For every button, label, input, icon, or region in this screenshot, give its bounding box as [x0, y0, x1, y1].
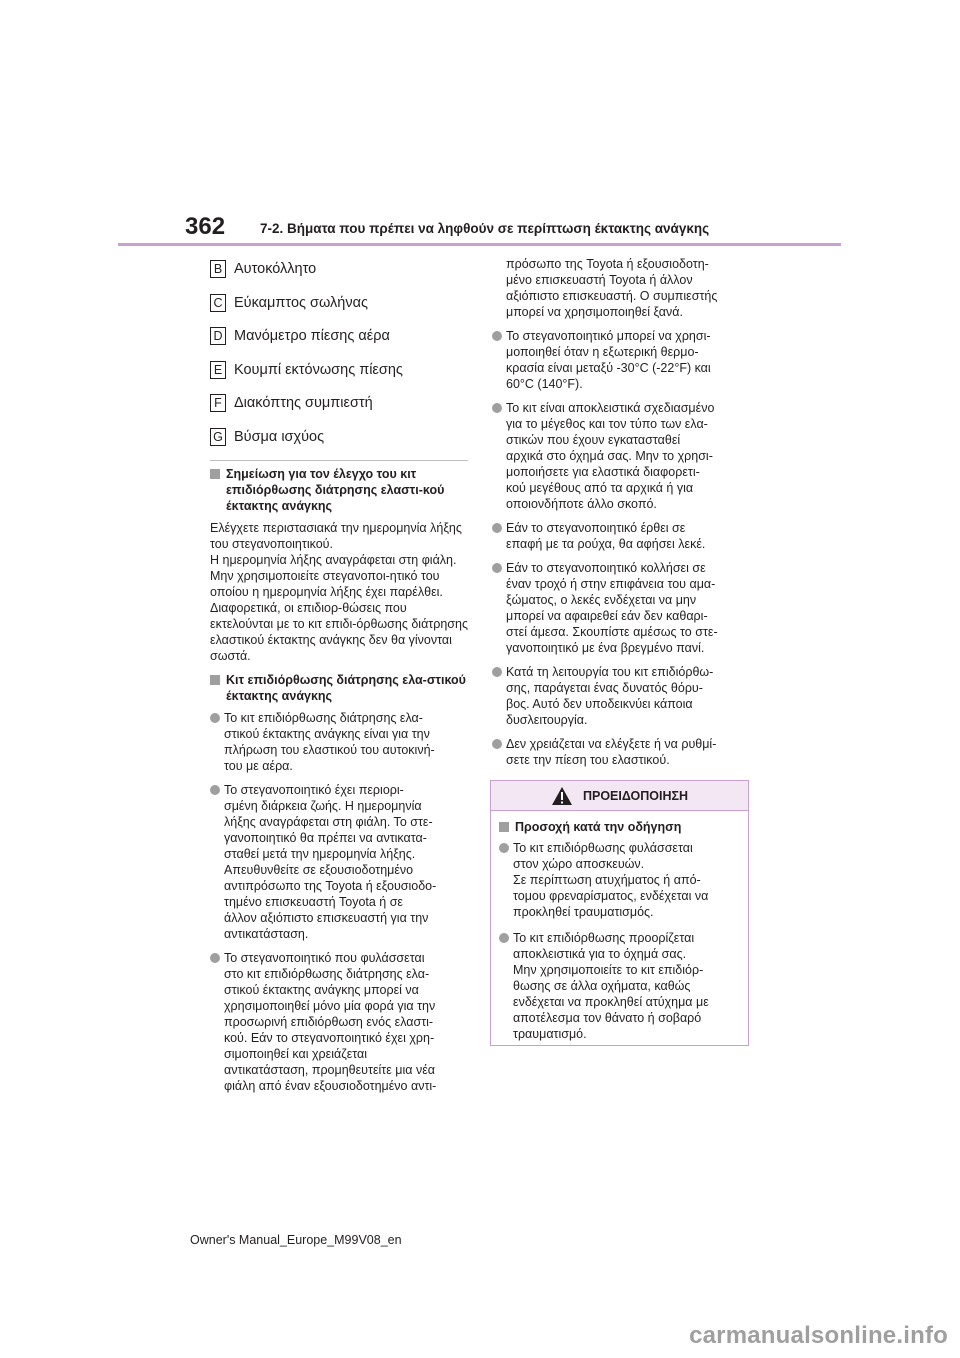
legend-label: Εύκαμπτος σωλήνας: [234, 294, 368, 311]
legend-item: [210, 359, 468, 381]
watermark: carmanualsonline.info: [689, 1322, 948, 1349]
legend-label: Μανόμετρο πίεσης αέρα: [234, 328, 390, 345]
section-heading: [210, 672, 468, 704]
circle-bullet-icon: [210, 785, 220, 795]
warning-triangle-icon: [551, 786, 573, 806]
circle-bullet-icon: [492, 739, 502, 749]
section-body-text: Ελέγχετε περιστασιακά την ημερομηνία λήξης του στεγανοποιητικού. Η ημερομηνία λήξης αναγράφεται στη φιάλη. Μην χρησιμοποιείτε στεγανοποι-ητικό του οποίου η ημερομηνία λήξης έχει παρέλθει. Διαφορετικά, οι επιδιορ-θώσεις που εκτελούνται με το κιτ επιδι-όρθωσης διάτρησης ελαστικού έκτακτης ανάγκης δεν θα γίνονται σωστά.: [210, 520, 469, 663]
legend-item: [210, 258, 468, 280]
bullet-text: Δεν χρειάζεται να ελέγξετε ή να ρυθμί- σετε την πίεση του ελαστικού.: [506, 737, 717, 767]
legend-label: Αυτοκόλλητο: [234, 261, 317, 277]
legend-item: [210, 325, 468, 347]
legend-letter: F: [210, 394, 226, 412]
warning-header: [491, 781, 748, 811]
bullet-item: [492, 328, 752, 392]
section-title: 7-2. Βήματα που πρέπει να ληφθούν σε περίπτωση έκτακτης ανάγκης: [260, 221, 710, 236]
legend-label: Βύσμα ισχύος: [234, 428, 325, 445]
legend-label: Κουμπί εκτόνωσης πίεσης: [234, 361, 403, 378]
warning-body: [491, 811, 748, 1042]
bullet-item: [499, 840, 740, 920]
section-heading-text: Κιτ επιδιόρθωσης διάτρησης ελα-στικού έκτακτης ανάγκης: [226, 672, 466, 703]
square-bullet-icon: [210, 675, 220, 685]
legend-label: Διακόπτης συμπιεστή: [234, 395, 373, 412]
circle-bullet-icon: [492, 667, 502, 677]
bullet-item: [492, 560, 752, 656]
circle-bullet-icon: [499, 843, 509, 853]
legend-item: [210, 292, 468, 314]
circle-bullet-icon: [492, 563, 502, 573]
warning-title: ΠΡΟΕΙΔΟΠΟΙΗΣΗ: [582, 788, 689, 803]
legend-letter: D: [210, 327, 226, 345]
legend-letter: E: [210, 361, 226, 379]
right-column: [492, 256, 752, 776]
bullet-text: Το στεγανοποιητικό έχει περιορι- σμένη διάρκεια ζωής. Η ημερομηνία λήξης αναγράφεται στη φιάλη. Το στε- γανοποιητικό θα πρέπει να αντικατα- σταθεί μετά την ημερομηνία λήξης. Απευθυνθείτε σε εξουσιοδοτημένο αντιπρόσωπο της Toyota ή εξουσιοδο- τημένο επισκευαστή Toyota ή σε άλλον αξιόπιστο επισκευαστή για την αντικατάσταση.: [224, 782, 437, 941]
circle-bullet-icon: [499, 933, 509, 943]
bullet-item: [499, 930, 740, 1042]
bullet-item: [492, 520, 752, 552]
legend-item: [210, 426, 468, 448]
warning-box: [490, 780, 749, 1046]
bullet-text: Το στεγανοποιητικό μπορεί να χρησι- μοποιηθεί όταν η εξωτερική θερμο- κρασία είναι μεταξύ -30°C (-22°F) και 60°C (140°F).: [506, 329, 711, 391]
legend-letter: B: [210, 260, 226, 278]
warning-subheading-text: Προσοχή κατά την οδήγηση: [515, 820, 682, 834]
bullet-text: Το κιτ επιδιόρθωσης φυλάσσεται στον χώρο αποσκευών. Σε περίπτωση ατυχήματος ή από- τομου φρεναρίσματος, ενδέχεται να προκληθεί τραυματισμός.: [513, 841, 709, 919]
circle-bullet-icon: [210, 953, 220, 963]
bullet-text: Το κιτ είναι αποκλειστικά σχεδιασμένο για το μέγεθος και τον τύπο των ελα- στικών που έχουν εγκατασταθεί αρχικά στο όχημά σας. Μην το χρησι- μοποιήσετε για ελαστικά διαφορετι- κού μεγέθους από τα αρχικά ή για οποιονδήποτε άλλο σκοπό.: [506, 401, 715, 511]
circle-bullet-icon: [492, 523, 502, 533]
bullet-text: Το στεγανοποιητικό που φυλάσσεται στο κιτ επιδιόρθωσης διάτρησης ελα- στικού έκτακτης ανάγκης μπορεί να χρησιμοποιηθεί μόνο μία φορά για την προσωρινή επιδιόρθωση ενός ελαστι- κού. Εάν το στεγανοποιητικό έχει χρη- σιμοποιηθεί και χρειάζεται αντικατάσταση, προμηθευτείτε μια νέα φιάλη από έναν εξουσιοδοτημένο αντι-: [224, 950, 437, 1093]
bullet-text: Το κιτ επιδιόρθωσης διάτρησης ελα- στικού έκτακτης ανάγκης είναι για την πλήρωση του ελαστικού του αυτοκινή- του με αέρα.: [224, 710, 435, 773]
bullet-item: [210, 950, 468, 1094]
footer-text: Owner's Manual_Europe_M99V08_en: [190, 1233, 402, 1247]
bullet-item: [492, 400, 752, 512]
circle-bullet-icon: [492, 403, 502, 413]
square-bullet-icon: [499, 822, 509, 832]
section-divider: [210, 460, 468, 461]
bullet-item: [210, 782, 468, 942]
circle-bullet-icon: [492, 331, 502, 341]
square-bullet-icon: [210, 469, 220, 479]
legend-list: [210, 258, 468, 448]
header-rule: [118, 243, 841, 246]
section-heading-text: Σημείωση για τον έλεγχο του κιτ επιδιόρθωσης διάτρησης ελαστι-κού έκτακτης ανάγκης: [226, 466, 445, 513]
bullet-item: [492, 736, 752, 768]
section-heading: [210, 466, 468, 514]
bullet-item: [210, 710, 468, 774]
bullet-item: [492, 664, 752, 728]
page-number: 362: [185, 213, 226, 240]
left-column: [210, 258, 468, 1102]
legend-letter: C: [210, 294, 226, 312]
bullet-text: Εάν το στεγανοποιητικό κολλήσει σε έναν τροχό ή στην επιφάνεια του αμα- ξώματος, ο λεκές ενδέχεται να μην μπορεί να αφαιρεθεί εάν δεν καθαρι- στεί άμεσα. Σκουπίστε αμέσως το στε- γανοποιητικό με ένα βρεγμένο πανί.: [506, 561, 718, 655]
bullet-text: Κατά τη λειτουργία του κιτ επιδιόρθω- σης, παράγεται ένας δυνατός θόρυ- βος. Αυτό δεν υποδεικνύει κάποια δυσλειτουργία.: [506, 665, 714, 727]
legend-item: [210, 392, 468, 414]
continuation-text: πρόσωπο της Toyota ή εξουσιοδοτη- μένο επισκευαστή Toyota ή άλλον αξιόπιστο επισκευαστή. Ο συμπιεστής μπορεί να χρησιμοποιηθεί ξανά.: [506, 257, 718, 319]
circle-bullet-icon: [210, 713, 220, 723]
bullet-text: Το κιτ επιδιόρθωσης προορίζεται αποκλειστικά για το όχημά σας. Μην χρησιμοποιείτε το κιτ επιδιόρ- θωσης σε άλλα οχήματα, καθώς ενδέχεται να προκληθεί ατύχημα με αποτέλεσμα τον θάνατο ή σοβαρό τραυματισμό.: [513, 931, 709, 1041]
warning-subheading: [499, 819, 740, 835]
bullet-text: Εάν το στεγανοποιητικό έρθει σε επαφή με τα ρούχα, θα αφήσει λεκέ.: [506, 521, 706, 551]
legend-letter: G: [210, 428, 226, 446]
